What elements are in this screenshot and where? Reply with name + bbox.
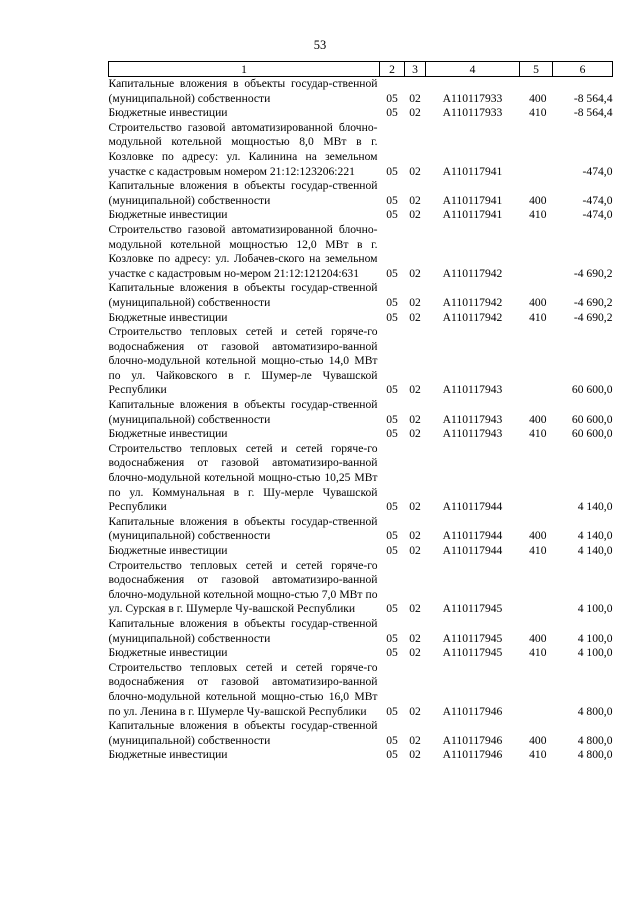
table-row — [109, 208, 613, 223]
row-target-article: А110117944 — [442, 529, 503, 543]
row-subsection: 02 — [409, 646, 421, 660]
row-subsection: 02 — [409, 412, 421, 426]
row-section: 05 — [386, 544, 398, 557]
row-target-article: А110117933 — [442, 106, 503, 120]
row-name: Капитальные вложения в объекты государ-ственной (муниципальной) собственности — [108, 398, 378, 426]
row-name: Бюджетные инвестиции — [108, 427, 228, 441]
row-expense-type: 410 — [529, 544, 547, 557]
row-name: Бюджетные инвестиции — [108, 748, 228, 762]
row-expense-type: 400 — [529, 295, 547, 309]
row-amount: -4 690,2 — [573, 295, 613, 309]
row-target-article: А110117943 — [442, 383, 503, 397]
row-name: Строительство газовой автоматизированной блочно-модульной котельной мощностью 12,0 МВт в г. Козловке по адресу: ул. Лобачев-ского на земельном участке с кадастровым но-мером 21:12:121204:631 — [108, 222, 378, 280]
row-target-article: А110117946 — [442, 704, 503, 718]
row-amount: 4 140,0 — [577, 500, 613, 514]
table-row — [109, 617, 613, 646]
column-header-subsection: 3 — [405, 62, 426, 77]
row-amount: 4 100,0 — [577, 602, 613, 616]
row-expense-type: 410 — [529, 748, 547, 762]
row-target-article: А110117945 — [442, 631, 503, 645]
table-row — [109, 427, 613, 442]
row-section: 05 — [386, 631, 398, 645]
table-row — [109, 106, 613, 121]
row-name: Капитальные вложения в объекты государ-ственной (муниципальной) собственности — [108, 281, 378, 309]
row-subsection: 02 — [409, 310, 421, 324]
row-amount: -474,0 — [582, 208, 613, 222]
row-amount: -4 690,2 — [573, 310, 613, 324]
row-target-article: А110117942 — [442, 295, 503, 309]
row-amount: 4 800,0 — [577, 748, 613, 762]
row-section: 05 — [386, 412, 398, 426]
row-name: Бюджетные инвестиции — [108, 544, 228, 557]
row-name: Строительство тепловых сетей и сетей горяче-го водоснабжения от газовой автоматизиро-ванной блочно-модульной котельной мощно-стью 14,0 МВт по ул. Чайковского в г. Шумер-ле Чувашской Республики — [108, 325, 378, 397]
row-expense-type — [520, 559, 553, 617]
row-amount: 4 140,0 — [577, 544, 613, 557]
row-name: Строительство тепловых сетей и сетей горяче-го водоснабжения от газовой автоматизиро-ванной блочно-модульной котельной мощно-стью 7,0 МВт по ул. Сурская в г. Шумерле Чу-вашской Республики — [108, 558, 378, 616]
row-expense-type — [520, 223, 553, 281]
row-expense-type: 410 — [529, 427, 547, 441]
row-target-article: А110117945 — [442, 646, 503, 660]
row-amount: 4 800,0 — [577, 704, 613, 718]
row-expense-type: 410 — [529, 208, 547, 222]
row-target-article: А110117946 — [442, 748, 503, 762]
row-section: 05 — [386, 646, 398, 660]
row-section: 05 — [386, 427, 398, 441]
row-expense-type: 410 — [529, 106, 547, 120]
row-amount: 60 600,0 — [571, 412, 613, 426]
row-subsection: 02 — [409, 748, 421, 762]
row-name: Бюджетные инвестиции — [108, 106, 228, 120]
row-section: 05 — [386, 748, 398, 762]
row-subsection: 02 — [409, 295, 421, 309]
table-row — [109, 559, 613, 617]
row-target-article: А110117941 — [442, 164, 503, 178]
column-header-name: 1 — [109, 62, 380, 77]
row-subsection: 02 — [409, 500, 421, 514]
row-subsection: 02 — [409, 544, 421, 557]
row-amount: 4 800,0 — [577, 733, 613, 747]
row-expense-type: 410 — [529, 310, 547, 324]
row-section: 05 — [386, 602, 398, 616]
row-subsection: 02 — [409, 208, 421, 222]
row-section: 05 — [386, 164, 398, 178]
row-amount: 60 600,0 — [571, 383, 613, 397]
page-number: 53 — [313, 38, 327, 52]
column-number-header — [109, 62, 613, 77]
table-row — [109, 661, 613, 719]
row-expense-type: 400 — [529, 412, 547, 426]
column-header-amount: 6 — [553, 62, 613, 77]
row-amount: -474,0 — [582, 193, 613, 207]
row-amount: -8 564,4 — [573, 91, 613, 105]
row-subsection: 02 — [409, 427, 421, 441]
row-target-article: А110117945 — [442, 602, 503, 616]
row-subsection: 02 — [409, 193, 421, 207]
row-expense-type: 400 — [529, 631, 547, 645]
row-target-article: А110117946 — [442, 733, 503, 747]
row-amount: -8 564,4 — [573, 106, 613, 120]
table-row — [109, 646, 613, 661]
row-subsection: 02 — [409, 266, 421, 280]
row-name: Бюджетные инвестиции — [108, 310, 228, 324]
row-name: Капитальные вложения в объекты государ-ственной (муниципальной) собственности — [108, 77, 378, 105]
row-section: 05 — [386, 733, 398, 747]
row-section: 05 — [386, 500, 398, 514]
table-row — [109, 77, 613, 107]
table-row — [109, 398, 613, 427]
row-subsection: 02 — [409, 164, 421, 178]
row-expense-type: 400 — [529, 91, 547, 105]
table-row — [109, 719, 613, 748]
row-name: Капитальные вложения в объекты государ-ственной (муниципальной) собственности — [108, 616, 378, 645]
row-section: 05 — [386, 106, 398, 120]
row-section: 05 — [386, 383, 398, 397]
row-name: Капитальные вложения в объекты государ-ственной (муниципальной) собственности — [108, 179, 378, 207]
row-amount: 60 600,0 — [571, 427, 613, 441]
row-section: 05 — [386, 310, 398, 324]
row-amount: -4 690,2 — [573, 266, 613, 280]
row-target-article: А110117933 — [442, 91, 503, 105]
row-subsection: 02 — [409, 602, 421, 616]
row-expense-type — [520, 661, 553, 719]
table-row — [109, 223, 613, 281]
row-expense-type: 400 — [529, 193, 547, 207]
row-expense-type: 400 — [529, 529, 547, 543]
row-expense-type — [520, 121, 553, 179]
table-row — [109, 515, 613, 544]
table-row — [109, 311, 613, 326]
row-section: 05 — [386, 193, 398, 207]
budget-table — [108, 61, 613, 763]
table-row — [109, 442, 613, 515]
table-row — [109, 325, 613, 398]
row-section: 05 — [386, 704, 398, 718]
column-header-target-article: 4 — [426, 62, 520, 77]
row-subsection: 02 — [409, 704, 421, 718]
row-target-article: А110117944 — [442, 544, 503, 557]
row-expense-type: 400 — [529, 733, 547, 747]
row-section: 05 — [386, 91, 398, 105]
row-name: Капитальные вложения в объекты государ-ственной (муниципальной) собственности — [108, 514, 378, 543]
row-target-article: А110117942 — [442, 310, 503, 324]
row-expense-type — [520, 325, 553, 398]
row-amount: 4 140,0 — [577, 529, 613, 543]
table-row — [109, 748, 613, 763]
row-target-article: А110117944 — [442, 500, 503, 514]
row-subsection: 02 — [409, 383, 421, 397]
row-subsection: 02 — [409, 529, 421, 543]
table-row — [109, 179, 613, 208]
table-row — [109, 121, 613, 179]
row-target-article: А110117941 — [442, 193, 503, 207]
row-subsection: 02 — [409, 733, 421, 747]
row-target-article: А110117943 — [442, 427, 503, 441]
row-section: 05 — [386, 529, 398, 543]
row-section: 05 — [386, 266, 398, 280]
row-name: Бюджетные инвестиции — [108, 646, 228, 660]
row-expense-type: 410 — [529, 646, 547, 660]
row-subsection: 02 — [409, 106, 421, 120]
row-name: Капитальные вложения в объекты государ-ственной (муниципальной) собственности — [108, 719, 378, 747]
row-name: Строительство тепловых сетей и сетей горяче-го водоснабжения от газовой автоматизиро-ванной блочно-модульной котельной мощно-стью 16,0 МВт по ул. Ленина в г. Шумерле Чу-вашской Республики — [108, 660, 378, 718]
row-name: Строительство газовой автоматизированной блочно-модульной котельной мощностью 8,0 МВт в г. Козловке по адресу: ул. Калинина на земельном участке с кадастровым номером 21:12:123206:221 — [108, 120, 378, 178]
row-name: Бюджетные инвестиции — [108, 208, 228, 222]
row-amount: 4 100,0 — [577, 646, 613, 660]
column-header-expense-type: 5 — [520, 62, 553, 77]
row-subsection: 02 — [409, 631, 421, 645]
row-target-article: А110117941 — [442, 208, 503, 222]
row-section: 05 — [386, 295, 398, 309]
row-section: 05 — [386, 208, 398, 222]
table-body — [109, 77, 613, 763]
row-target-article: А110117943 — [442, 412, 503, 426]
table-row — [109, 544, 613, 559]
table-row — [109, 281, 613, 310]
column-header-section: 2 — [380, 62, 405, 77]
row-target-article: А110117942 — [442, 266, 503, 280]
row-expense-type — [520, 442, 553, 515]
row-amount: 4 100,0 — [577, 631, 613, 645]
row-name: Строительство тепловых сетей и сетей горяче-го водоснабжения от газовой автоматизиро-ванной блочно-модульной котельной мощно-стью 10,25 МВт по ул. Коммунальная в г. Шу-мерле Чувашской Республики — [108, 441, 378, 514]
row-subsection: 02 — [409, 91, 421, 105]
row-amount: -474,0 — [582, 164, 613, 178]
